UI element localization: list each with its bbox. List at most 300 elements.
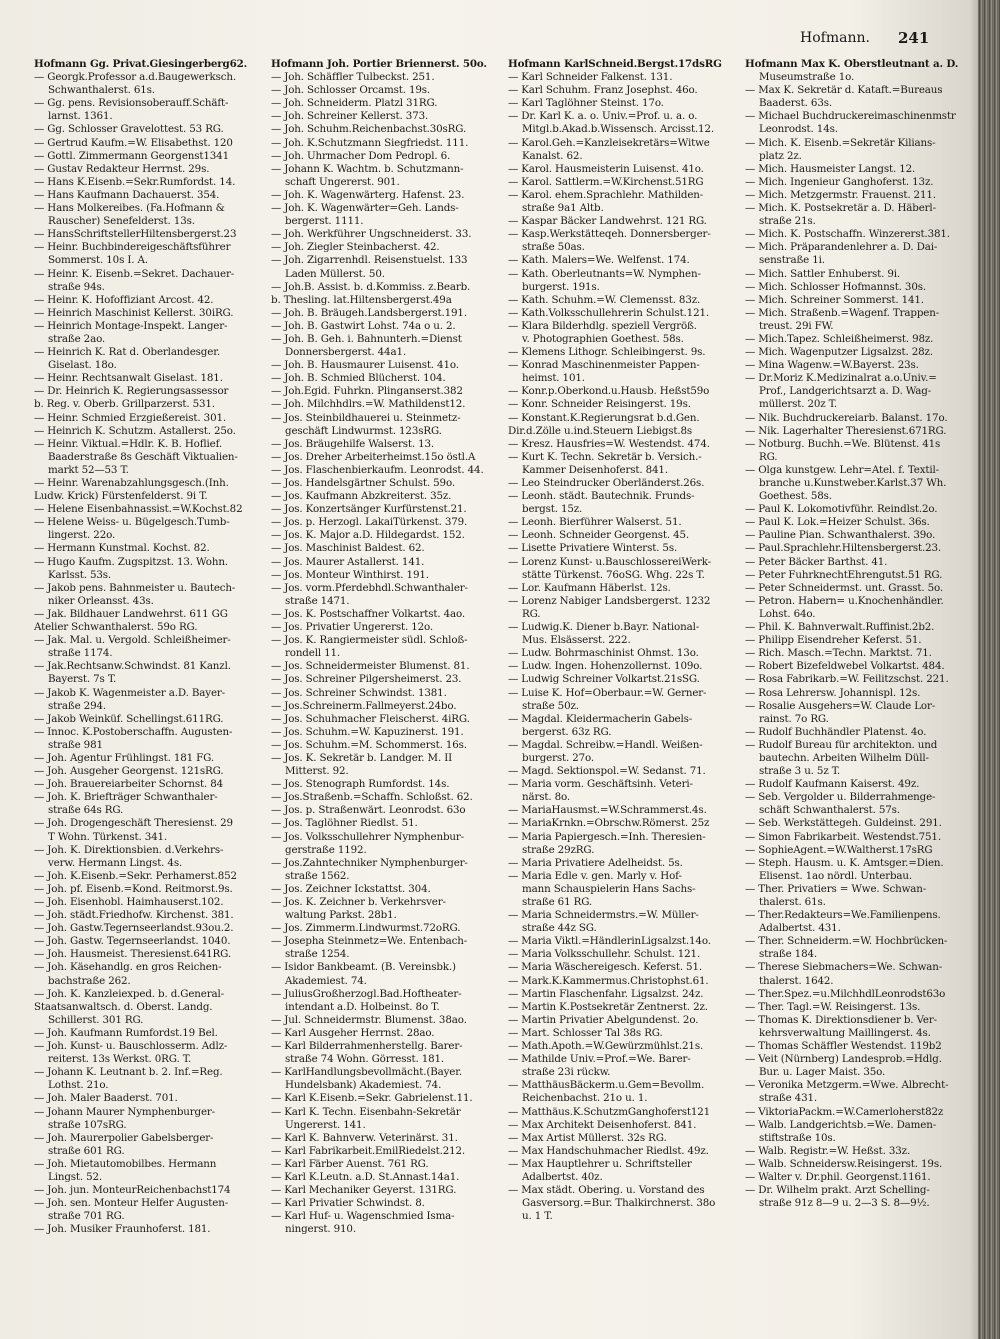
entry-line: — Jos. Schuhm.=M. Schommerst. 16s. (271, 738, 467, 751)
entry-line: — Ther.Redakteurs=We.Familienpens. (745, 909, 941, 922)
entry-line: — Max Hauptlehrer u. Schriftsteller (508, 1157, 692, 1170)
entry-line: — Joh. K. Wagenwärter=Geh. Lands- (271, 202, 459, 215)
entry-line: — Joh. Brauereiarbeiter Schornst. 84 (34, 778, 224, 791)
entry-line: — Karl Mechaniker Geyerst. 131RG. (271, 1184, 457, 1197)
entry-line: — Rudolf Buchhändler Platenst. 4o. (745, 725, 927, 738)
entry-line: Ungererst. 141. (285, 1118, 366, 1131)
running-head-name: Hofmann. (800, 30, 870, 46)
entry-line: — Klara Bilderhdlg. speziell Vergröß. (508, 319, 697, 332)
entry-line: — Dr.Moriz K.Medizinalrat a.o.Univ.= (745, 372, 937, 385)
entry-line: waltung Parkst. 28b1. (285, 909, 397, 922)
entry-line: — Karl K.Eisenb.=Sekr. Gabrielenst.11. (271, 1092, 473, 1105)
entry-line: — Maria Privatiere Adelheidst. 5s. (508, 856, 683, 869)
entry-line: — JuliusGroßherzogl.Bad.Hoftheater- (271, 987, 462, 1000)
entry-line: intendant a.D. Holbeinst. 8o T. (285, 1000, 440, 1013)
entry-line: — Leo Steindrucker Oberländerst.26s. (508, 477, 705, 489)
entry-line: — MatthäusBäckerm.u.Gem=Bevollm. (508, 1079, 705, 1092)
entry-line: — Joh. Werkführer Ungschneiderst. 33. (271, 228, 472, 241)
entry-line: — MariaHausmst.=W.Schrammerst.4s. (508, 804, 707, 817)
entry-line: — ViktoriaPackm.=W.Camerloherst82z (745, 1105, 944, 1118)
entry-line: — Kresz. Hausfries=W. Westendst. 474. (508, 437, 710, 450)
entry-line: — Joh. K. Wagenwärterg. Hafenst. 23. (271, 188, 465, 201)
entry-line: — Maria Viktl.=HändlerinLigsalzst.14o. (508, 935, 711, 948)
entry-line: — Karol. Hausmeisterin Luisenst. 41o. (508, 162, 704, 175)
entry-line: — Joh. Gastw. Tegernseerlandst. 1040. (34, 935, 231, 948)
entry-line: — Joh. Maurerpolier Gabelsberger- (34, 1131, 214, 1144)
entry-line: — Dr. Karl K. a. o. Univ.=Prof. u. a. o. (508, 110, 698, 123)
entry-line: — Max städt. Obering. u. Vorstand des (508, 1184, 705, 1197)
entry-line: — Mich. K. Postschaffn. Winzererst.381. (745, 228, 950, 241)
entry-line: — Joh.Egid. Fuhrkn. Plinganserst.382 (271, 385, 463, 398)
entry-line: — Veit (Nürnberg) Landesprob.=Hdlg. (745, 1053, 942, 1066)
entry-line: — Joh.B. Assist. b. d.Kommiss. z.Bearb. (271, 280, 471, 293)
entry-line: — Ludwig.K. Diener b.Bayr. National- (508, 621, 700, 634)
entry-line: — Maria Papiergesch.=Inh. Theresien- (508, 830, 706, 843)
entry-line: Giselast. 18o. (48, 359, 117, 372)
entry-line: Donnersbergerst. 44a1. (285, 346, 406, 359)
entry-line: — Konr.p.Oberkond.u.Hausb. Heßst59o (508, 385, 710, 398)
entry-line: — Joh. Musiker Fraunhoferst. 181. (34, 1223, 211, 1236)
entry-line: — Michael Buchdruckereimaschinenmstr (745, 110, 956, 123)
entry-line: — Mich. Schlosser Hofmannst. 30s. (745, 280, 926, 293)
entry-line: gerstraße 1192. (285, 843, 367, 856)
entry-line: thalerst. 61s. (759, 896, 826, 908)
entry-line: straße 1471. (285, 594, 350, 607)
entry-line: — Mich. Wagenputzer Ligsalzst. 28z. (745, 346, 933, 359)
entry-line: Baaderst. 63s. (759, 97, 832, 110)
entry-line: stätte Türkenst. 76oSG. Whg. 22s T. (522, 568, 705, 581)
entry-line: — Petron. Habern= u.Knochenhändler. (745, 594, 944, 607)
entry-line: — Joh. Schreiner Kellerst. 373. (271, 110, 429, 123)
entry-line: Dir.d.Zölle u.ind.Steuern Liebigst.8s (508, 424, 692, 437)
entry-line: treust. 29i FW. (759, 319, 834, 332)
entry-line: — Karl K. Bahnverw. Veterinärst. 31. (271, 1131, 458, 1144)
entry-line: straße 601 RG. (48, 1144, 125, 1157)
entry-line: — Nik. Lagerhalter Theresienst.671RG. (745, 424, 947, 437)
entry-line: — Karol. ehem.Sprachlehr. Mathilden- (508, 188, 704, 201)
entry-line: straße 107sRG. (48, 1118, 127, 1131)
entry-line: — Thomas Schäffler Westendst. 119b2 (745, 1040, 942, 1053)
entry-line: — Karl Bilderrahmenherstellg. Barer- (271, 1040, 463, 1053)
entry-line: — Joh. Schlosser Orcamst. 19s. (271, 84, 431, 97)
entry-line: — Max K. Sekretär d. Kataft.=Bureaus (745, 84, 943, 97)
entry-line: T Wohn. Türkenst. 341. (48, 830, 168, 843)
entry-line: — Heinr. K. Eisenb.=Sekret. Dachauer- (34, 267, 235, 280)
entry-line: — Heinr. Schmied Erzgießereist. 301. (34, 411, 226, 424)
entry-heading-line: Hofmann KarlSchneid.Bergst.17dsRG (508, 58, 722, 70)
entry-line: Mus. Elsässerst. 222. (522, 634, 631, 647)
entry-line: bautechn. Arbeiten Wilhelm Düll- (759, 751, 929, 764)
entry-line: — Heinrich K. Rat d. Oberlandesger. (34, 346, 220, 359)
entry-line: — Jak.Rechtsanw.Schwindst. 81 Kanzl. (34, 660, 231, 673)
column-2 (271, 58, 500, 1328)
entry-line: — Joh. Kunst- u. Bauschlosserm. Adlz- (34, 1040, 228, 1053)
entry-line: — Rosa Lehrersw. Johannispl. 12s. (745, 686, 921, 699)
entry-line: — Maria vorm. Geschäftsinh. Veteri- (508, 778, 693, 791)
entry-line: — MariaKrnkn.=Obrschw.Römerst. 25z (508, 817, 710, 830)
entry-line: Atelier Schwanthalerst. 59o RG. (34, 621, 198, 634)
entry-line: — Magdal. Schreibw.=Handl. Weißen- (508, 738, 703, 751)
entry-line: Staatsanwaltsch. d. Oberst. Landg. (34, 1000, 213, 1013)
entry-line: RG. (759, 450, 778, 463)
entry-line: — Mark.K.Kammermus.Christophst.61. (508, 974, 709, 987)
entry-line: — Mich. Straßenb.=Wagenf. Trappen- (745, 306, 940, 319)
entry-line: — Heinr. Buchbindereigeschäftsführer (34, 241, 231, 254)
entry-line: — Jakob Weinküf. Schellingst.611RG. (34, 712, 224, 725)
entry-line: senstraße 1i. (759, 254, 825, 267)
entry-line: — KarlHandlungsbevollmächt.(Bayer. (271, 1066, 462, 1079)
entry-line: schaft Ungererst. 901. (285, 175, 400, 188)
entry-line: — Heinrich Maschinist Kellerst. 30iRG. (34, 306, 234, 319)
entry-line: — Helene Eisenbahnassist.=W.Kochst.82 (34, 503, 243, 516)
entry-line: — Karl Schuhm. Franz Josephst. 46o. (508, 84, 698, 97)
entry-line: — Dr. Wilhelm prakt. Arzt Schelling- (745, 1184, 930, 1197)
entry-line: larnst. 1361. (48, 110, 113, 123)
entry-line: — Mich. K. Eisenb.=Sekretär Kilians- (745, 136, 936, 149)
entry-line: — Walb. Registr.=W. Heßst. 33z. (745, 1144, 911, 1157)
entry-line: — Jos. K. Major a.D. Hildegardst. 152. (271, 529, 465, 542)
entry-line: straße 1174. (48, 647, 113, 660)
entry-line: — Lorenz Nabiger Landsbergerst. 1232 (508, 594, 711, 607)
entry-line: — Jos. Schuhmacher Fleischerst. 4iRG. (271, 712, 470, 725)
entry-line: Sommerst. 10s I. A. (48, 254, 148, 267)
entry-line: — Mich. Präparandenlehrer a. D. Dai- (745, 241, 938, 254)
entry-line: — Karl K. Techn. Eisenbahn-Sekretär (271, 1105, 461, 1118)
entry-line: — Jos. p. Herzogl. LakaiTürkenst. 379. (271, 516, 468, 529)
entry-line: v. Photographien Goethest. 58s. (522, 332, 684, 345)
column-1 (34, 58, 263, 1328)
entry-line: — Rich. Masch.=Techn. Marktst. 71. (745, 647, 932, 660)
entry-line: — Leonh. Schneider Georgenst. 45. (508, 529, 690, 542)
entry-line: — Ther. Privatiers = Wwe. Schwan- (745, 882, 927, 895)
entry-line: straße 74 Wohn. Görresst. 181. (285, 1053, 445, 1066)
entry-line: — Jos. K. Sekretär b. Landger. M. II (271, 751, 453, 764)
entry-line: — Thomas K. Direktionsdiener b. Ver- (745, 1013, 937, 1026)
entry-line: — Martin Flaschenfahr. Ligsalzst. 24z. (508, 987, 704, 1000)
entry-line: — Johann K. Wachtm. b. Schutzmann- (271, 162, 464, 175)
entry-line: — Heinr. K. Hofoffiziant Arcost. 42. (34, 293, 214, 306)
entry-line: heimst. 101. (522, 372, 585, 385)
entry-line: Lothst. 21o. (48, 1079, 109, 1092)
entry-line: — Joh. Agentur Frühlingst. 181 FG. (34, 751, 215, 764)
entry-line: — Seb. Vergolder u. Bilderrahmenge- (745, 791, 936, 804)
entry-line: — Gustav Redakteur Herrnst. 29s. (34, 162, 210, 175)
entry-line: — Johann Maurer Nymphenburger- (34, 1105, 215, 1118)
entry-line: — Martin Privatier Abelgundenst. 2o. (508, 1013, 699, 1026)
entry-line: — Karl Färber Auenst. 761 RG. (271, 1157, 429, 1170)
entry-line: straße 9a1 Altb. (522, 202, 604, 215)
entry-line: markt 52—53 T. (48, 463, 129, 476)
entry-line: — Jos.Schreinerm.Fallmeyerst.24bo. (271, 699, 457, 712)
entry-line: — Maria Schneidermstrs.=W. Müller- (508, 909, 699, 922)
entry-line: — Walb. Schneidersw.Reisingerst. 19s. (745, 1157, 943, 1170)
entry-line: — Mich.Tapez. Schleißheimerst. 98z. (745, 332, 934, 345)
entry-line: — Ludw. Ingen. Hohenzollernst. 109o. (508, 660, 703, 673)
entry-line: ningerst. 910. (285, 1223, 356, 1236)
entry-line: — Kath. Oberleutnants=W. Nymphen- (508, 267, 701, 280)
entry-line: — SophieAgent.=W.Waltherst.17sRG (745, 843, 933, 856)
entry-line: — Jos. vorm.Pferdebhdl.Schwanthaler- (271, 581, 468, 594)
entry-line: — Josepha Steinmetz=We. Entenbach- (271, 935, 468, 948)
entry-line: — Paul K. Lokomotivführ. Reindlst.2o. (745, 503, 938, 516)
entry-line: — Simon Fabrikarbeit. Westendst.751. (745, 830, 941, 843)
entry-line: — Max Artist Müllerst. 32s RG. (508, 1131, 667, 1144)
entry-line: Goethest. 58s. (759, 490, 832, 503)
entry-line: — Leonh. städt. Bautechnik. Frunds- (508, 490, 695, 503)
entry-line: — Jos. Konzertsänger Kurfürstenst.21. (271, 503, 467, 516)
entry-line: straße 61 RG. (522, 896, 593, 908)
entry-line: Laden Müllerst. 50. (285, 267, 385, 280)
entry-line: — Walter v. Dr.phil. Georgenst.1161. (745, 1170, 931, 1183)
entry-line: — Joh. Schuhm.Reichenbachst.30sRG. (271, 123, 467, 136)
entry-line: straße 29zRG. (522, 843, 595, 856)
entry-line: — Maria Volksschullehr. Schulst. 121. (508, 948, 701, 961)
entry-line: — Konrad Maschinenmeister Pappen- (508, 359, 700, 372)
entry-line: — Gottl. Zimmermann Georgenst1341 (34, 149, 229, 162)
entry-line: Elisenst. 1ao nördl. Unterbau. (759, 869, 913, 882)
entry-line: — Karl Fabrikarbeit.EmilRiedelst.212. (271, 1144, 466, 1157)
entry-line: — Heinr. Rechtsanwalt Giselast. 181. (34, 372, 223, 385)
entry-line: reiterst. 13s Werkst. 0RG. T. (48, 1053, 192, 1066)
entry-line: straße 91z 8—9 u. 2—3 S. 8—9½. (759, 1197, 930, 1210)
entry-line: — Pauline Pian. Schwanthalerst. 39o. (745, 529, 936, 542)
entry-line: thalerst. 1642. (759, 974, 834, 987)
entry-line: — Joh. pf. Eisenb.=Kond. Reitmorst.9s. (34, 882, 233, 895)
entry-line: mann Schauspielerin Hans Sachs- (522, 882, 696, 895)
entry-line: — Joh. Uhrmacher Dom Pedropl. 6. (271, 149, 451, 162)
entry-line: — Ludwig Schreiner Volkartst.21sSG. (508, 673, 700, 686)
entry-line: Adalbertst. 431. (759, 922, 841, 935)
entry-line: straße 981 (48, 738, 103, 751)
entry-line: — Martin K.Postsekretär Zentnerst. 2z. (508, 1000, 708, 1013)
entry-line: — Joh. Schneiderm. Platzl 31RG. (271, 97, 438, 110)
entry-line: verw. Hermann Lingst. 4s. (48, 856, 183, 869)
entry-line: — Mina Wagenw.=W.Bayerst. 23s. (745, 359, 919, 372)
entry-line: — Joh. Hausmeist. Theresienst.641RG. (34, 948, 231, 961)
entry-line: Leonrodst. 14s. (759, 123, 838, 136)
entry-line: — Karl Huf- u. Wagenschmied Isma- (271, 1210, 455, 1223)
entry-line: — Mart. Schlosser Tal 38s RG. (508, 1026, 663, 1039)
entry-line: — Nik. Buchdruckereiarb. Balanst. 17o. (745, 411, 948, 424)
entry-line: — Olga kunstgew. Lehr=Atel. f. Textil- (745, 463, 939, 476)
entry-line: — Kurt K. Techn. Sekretär b. Versich.- (508, 450, 702, 463)
entry-line: — Philipp Eisendreher Keferst. 51. (745, 634, 922, 647)
entry-line: — Therese Siebmachers=We. Schwan- (745, 961, 943, 974)
entry-line: burgerst. 191s. (522, 280, 600, 293)
entry-line: straße 184. (759, 948, 818, 961)
entry-line: — Luise K. Hof=Oberbaur.=W. Gerner- (508, 686, 707, 699)
entry-line: — Magdal. Kleidermacherin Gabels- (508, 712, 693, 725)
entry-heading-line: Hofmann Joh. Portier Briennerst. 50o. (271, 58, 487, 70)
entry-line: b. Reg. v. Oberb. Grillparzerst. 531. (34, 398, 215, 411)
entry-line: — Gg. pens. Revisionsoberauff.Schäft- (34, 97, 229, 110)
entry-line: burgerst. 27o. (522, 751, 595, 764)
entry-line: Akademiest. 74. (285, 974, 367, 987)
entry-line: — Joh. B. Geh. i. Bahnunterh.=Dienst (271, 332, 462, 345)
entry-line: — Ther.Spez.=u.MilchhdlLeonrodst63o (745, 987, 946, 1000)
entry-line: — Jos. K. Postschaffner Volkartst. 4ao. (271, 607, 465, 620)
entry-line: — Jos. Bräugehilfe Walserst. 13. (271, 437, 435, 450)
entry-line: — Jos. Maschinist Baldest. 62. (271, 542, 425, 555)
entry-line: straße 23i rückw. (522, 1066, 611, 1079)
entry-line: — Jos. Schneidermeister Blumenst. 81. (271, 660, 470, 673)
entry-line: — Jos. Flaschenbierkaufm. Leonrodst. 44. (271, 463, 484, 476)
entry-heading-line: Hofmann Max K. Oberstleutnant a. D. (745, 58, 959, 70)
entry-line: straße 294. (48, 699, 107, 712)
entry-line: — Jos. Zimmerm.Lindwurmst.72oRG. (271, 922, 461, 935)
entry-line: Ludw. Krick) Fürstenfelderst. 9i T. (34, 490, 208, 503)
entry-line: straße 701 RG. (48, 1210, 125, 1223)
entry-line: Prof., Landgerichtsarzt a. D. Wag- (759, 385, 932, 398)
entry-line: — Max Handschuhmacher Riedlst. 49z. (508, 1144, 709, 1157)
entry-line: bergst. 15z. (522, 503, 583, 516)
entry-line: — Joh. sen. Monteur Helfer Augusten- (34, 1197, 229, 1210)
entry-line: — HansSchriftstellerHiltensbergerst.23 (34, 228, 237, 241)
entry-line: — Seb. Werkstättegeh. Guldeinst. 291. (745, 817, 942, 830)
entry-line: — Joh. B. Schmied Blücherst. 104. (271, 372, 446, 385)
entry-line: — Matthäus.K.SchutzmGanghoferst121 (508, 1105, 711, 1118)
entry-line: — Joh. jun. MonteurReichenbachst174 (34, 1184, 231, 1197)
entry-line: — Jos. p. Straßenwärt. Leonrodst. 63o (271, 804, 466, 817)
entry-line: straße 1254. (285, 948, 350, 961)
entry-line: — Mich. Metzgermstr. Frauenst. 211. (745, 188, 936, 201)
entry-line: — Jakob K. Wagenmeister a.D. Bayer- (34, 686, 225, 699)
entry-line: straße 21s. (759, 215, 816, 228)
entry-line: — Heinrich K. Schutzm. Astallerst. 25o. (34, 424, 236, 437)
entry-line: — Lisette Privatiere Winterst. 5s. (508, 542, 678, 555)
entry-line: — Joh. K. Direktionsbien. d.Verkehrs- (34, 843, 224, 856)
entry-line: Bayerst. 7s T. (48, 673, 117, 686)
entry-line: straße 50as. (522, 241, 585, 254)
column-3 (508, 58, 737, 1328)
entry-line: — Jos. Zeichner Ickstattst. 304. (271, 882, 431, 895)
entry-line: — Leonh. Bierführer Walserst. 51. (508, 516, 682, 529)
entry-line: — Jak. Bildhauer Landwehrst. 611 GG (34, 607, 228, 620)
entry-line: straße 2ao. (48, 332, 106, 345)
entry-line: — Joh. K.Eisenb.=Sekr. Perhamerst.852 (34, 869, 237, 882)
entry-line: — Jos. Dreher Arbeiterheimst.15o östl.A (271, 450, 476, 463)
entry-line: Adalbertst. 40z. (522, 1170, 603, 1183)
entry-line: Karlsst. 53s. (48, 568, 112, 581)
entry-line: — Isidor Bankbeamt. (B. Vereinsbk.) (271, 961, 456, 974)
entry-line: Lingst. 52. (48, 1170, 103, 1183)
entry-line: — Hans Molkereibes. (Fa.Hofmann & (34, 202, 225, 215)
entry-line: — Heinrich Montage-Inspekt. Langer- (34, 319, 228, 332)
entry-line: — Peter FuhrknechtEhrengutst.51 RG. (745, 568, 943, 581)
entry-line: — Jakob pens. Bahnmeister u. Bautech- (34, 581, 236, 594)
entry-line: — Joh. B. Gastwirt Lohst. 74a o u. 2. (271, 319, 456, 332)
entry-line: — Karol.Geh.=Kanzleisekretärs=Witwe (508, 136, 710, 149)
entry-line: — Rosalie Ausgehers=W. Claude Lor- (745, 699, 936, 712)
entry-line: — Gertrud Kaufm.=W. Elisabethst. 120 (34, 136, 233, 149)
entry-line: — Jos. Stenograph Rumfordst. 14s. (271, 778, 450, 791)
entry-line: — Jos. Maurer Astallerst. 141. (271, 555, 425, 568)
entry-line: — Mich. K. Postsekretär a. D. Häberl- (745, 202, 936, 215)
entry-line: — Karl K.Leutn. a.D. St.Annast.14a1. (271, 1170, 460, 1183)
entry-line: — Rudolf Kaufmann Kaiserst. 49z. (745, 778, 920, 791)
entry-line: bachstraße 262. (48, 974, 131, 987)
entry-line: — Heinr. Viktual.=Hdlr. K. B. Hoflief. (34, 437, 223, 450)
entry-line: straße 3 u. 5z T. (759, 765, 841, 778)
entry-line: — Joh. Ziegler Steinbacherst. 42. (271, 241, 440, 254)
entry-line: — Jos. K. Zeichner b. Verkehrsver- (271, 896, 446, 908)
entry-line: — Lorenz Kunst- u.BauschlossereiWerk- (508, 555, 711, 568)
entry-line: — Innoc. K.Postoberschaffn. Augusten- (34, 725, 233, 738)
entry-line: schäft Schwanthalerst. 57s. (759, 804, 900, 817)
entry-line: Bur. u. Lager Maist. 35o. (759, 1066, 886, 1079)
entry-line: — Helene Weiss- u. Bügelgesch.Tumb- (34, 516, 230, 529)
entry-line: — Joh. Gastw.Tegernseerlandst.93ou.2. (34, 922, 234, 935)
entry-line: Mitterst. 92. (285, 765, 349, 778)
entry-line: — Karl Privatier Schwindst. 8. (271, 1197, 425, 1210)
entry-line: — Notburg. Buchh.=We. Blütenst. 41s (745, 437, 941, 450)
entry-line: — Walb. Landgerichtsb.=We. Damen- (745, 1118, 937, 1131)
entry-line: — Kath. Schuhm.=W. Clemensst. 83z. (508, 293, 701, 306)
entry-line: geschäft Lindwurmst. 123sRG. (285, 424, 442, 437)
entry-line: — Jul. Schneidermstr. Blumenst. 38ao. (271, 1013, 467, 1026)
entry-heading-line: Hofmann Gg. Privat.Giesingerberg62. (34, 58, 248, 70)
entry-line: — Joh. B. Hausmaurer Luisenst. 41o. (271, 359, 459, 372)
entry-line: — Jos.Zahntechniker Nymphenburger- (271, 856, 468, 869)
entry-line: — Ther. Tagl.=W. Reisingerst. 13s. (745, 1000, 921, 1013)
entry-line: — Hans K.Eisenb.=Sekr.Rumfordst. 14. (34, 175, 236, 188)
entry-line: — Joh. Schäffler Tulbeckst. 251. (271, 71, 435, 84)
entry-line: rainst. 7o RG. (759, 712, 829, 725)
entry-line: — Steph. Hausm. u. K. Amtsger.=Dien. (745, 856, 944, 869)
entry-line: — Paul.Sprachlehr.Hiltensbergerst.23. (745, 542, 942, 555)
entry-line: — Karl Taglöhner Steinst. 17o. (508, 97, 664, 110)
entry-line: straße 64s RG. (48, 804, 124, 817)
entry-line: niker Orleansst. 43s. (48, 594, 154, 607)
entry-line: — Robert Bizefeldwebel Volkartst. 484. (745, 660, 945, 673)
entry-line: — Gg. Schlosser Gravelottest. 53 RG. (34, 123, 224, 136)
entry-line: — Klemens Lithogr. Schleibingerst. 9s. (508, 346, 706, 359)
entry-line: Baaderstraße 8s Geschäft Viktualien- (48, 450, 238, 463)
entry-line: — Peter Bäcker Barthst. 41. (745, 555, 888, 568)
entry-line: lingerst. 22o. (48, 529, 116, 542)
entry-line: — Phil. K. Bahnverwalt.Ruffinist.2b2. (745, 621, 935, 634)
entry-line: müllerst. 20z T. (759, 398, 837, 411)
entry-line: — Joh. Ausgeher Georgenst. 121sRG. (34, 765, 224, 778)
entry-line: — Joh. K.Schutzmann Siegfriedst. 111. (271, 136, 469, 149)
entry-line: Mitgl.b.Akad.b.Wissensch. Arcisst.12. (522, 123, 714, 136)
entry-line: — Jos.Straßenb.=Schaffn. Schloßst. 62. (271, 791, 473, 804)
entry-line: — Paul K. Lok.=Heizer Schulst. 36s. (745, 516, 930, 529)
entry-line: — Kaspar Bäcker Landwehrst. 121 RG. (508, 215, 707, 228)
entry-line: — Joh. B. Bräugeh.Landsbergerst.191. (271, 306, 467, 319)
entry-line: — Dr. Heinrich K. Regierungsassessor (34, 385, 229, 398)
entry-line: — Jos. Monteur Winthirst. 191. (271, 568, 429, 581)
entry-line: Gasversorg.=Bur. Thalkirchnerst. 38o (522, 1197, 716, 1210)
entry-line: — Jak. Mal. u. Vergold. Schleißheimer- (34, 634, 231, 647)
entry-line: — Joh. Eisenhobl. Haimhauserst.102. (34, 896, 224, 908)
entry-line: — Jos. Volksschullehrer Nymphenbur- (271, 830, 464, 843)
entry-line: u. 1 T. (522, 1210, 553, 1223)
entry-line: — Konstant.K.Regierungsrat b.d.Gen. (508, 411, 700, 424)
entry-line: — Joh. Milchhdlrs.=W. Mathildenst12. (271, 398, 466, 411)
entry-line: — Peter Schneidermst. unt. Grasst. 5o. (745, 581, 943, 594)
entry-line: — Maria Edle v. gen. Marly v. Hof- (508, 869, 682, 882)
entry-line: — Georgk.Professor a.d.Baugewerksch. (34, 71, 236, 84)
entry-line: — Veronika Metzgerm.=Wwe. Albrecht- (745, 1079, 949, 1092)
entry-line: — Joh. Zigarrenhdl. Reisenstuelst. 133 (271, 254, 468, 267)
entry-line: kehrsverwaltung Maillingerst. 4s. (759, 1026, 931, 1039)
entry-line: — Joh. städt.Friedhofw. Kirchenst. 381. (34, 909, 234, 922)
entry-line: Schillerst. 301 RG. (48, 1013, 144, 1026)
entry-line: — Jos. Privatier Ungererst. 12o. (271, 621, 434, 634)
entry-line: — Rudolf Bureau für architekton. und (745, 738, 938, 751)
entry-line: närst. 8o. (522, 791, 571, 804)
